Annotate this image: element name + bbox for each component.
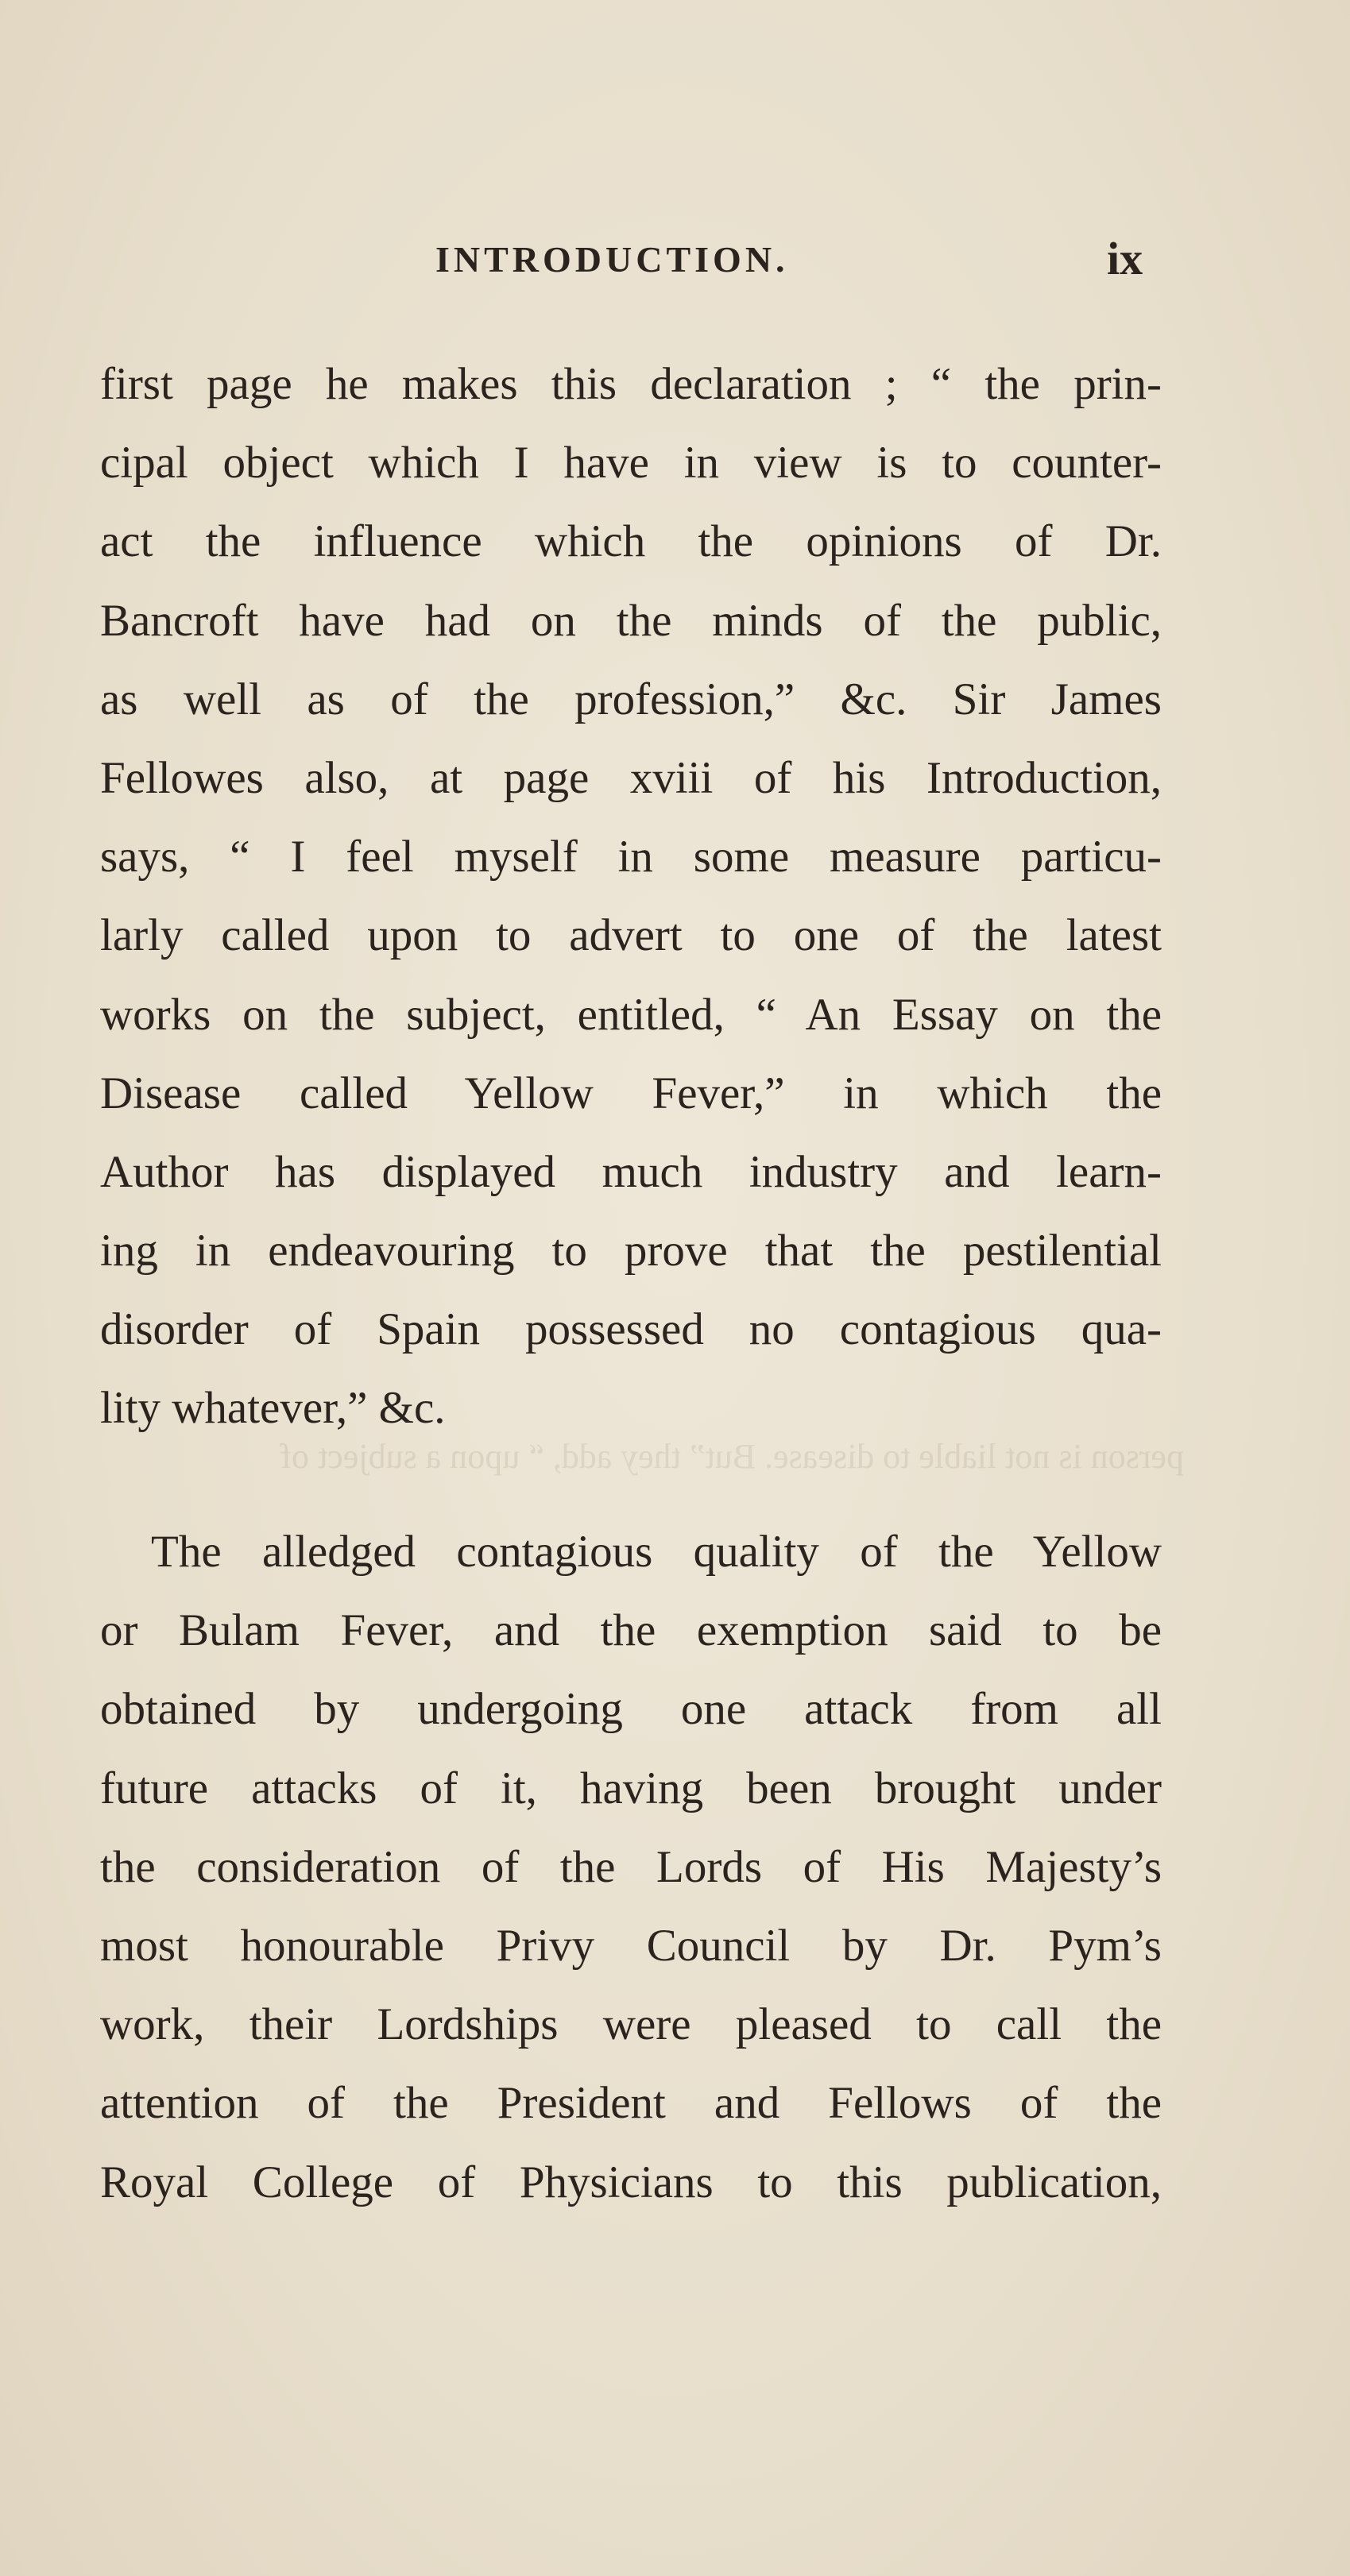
- text-line: or Bulam Fever, and the exemption said to be: [100, 1605, 1162, 1656]
- text-line: Royal College of Physicians to this publication,: [100, 2157, 1162, 2207]
- text-line: Fellowes also, at page xviii of his Introduction,: [100, 752, 1162, 803]
- text-line: Bancroft have had on the minds of the public,: [100, 595, 1162, 646]
- text-line: The alledged contagious quality of the Yellow: [151, 1527, 1162, 1577]
- page-number: ix: [1107, 233, 1143, 284]
- text-line: larly called upon to advert to one of the latest: [100, 910, 1162, 961]
- page-header: [0, 232, 1350, 295]
- text-line: ing in endeavouring to prove that the pestilential: [100, 1226, 1162, 1276]
- text-line: work, their Lordships were pleased to call the: [100, 1999, 1162, 2050]
- text-line: says, “ I feel myself in some measure particu-: [100, 832, 1162, 882]
- text-line: most honourable Privy Council by Dr. Pym’s: [100, 1920, 1162, 1971]
- text-line: act the influence which the opinions of Dr.: [100, 516, 1162, 567]
- text-line: the consideration of the Lords of His Majesty’s: [100, 1841, 1162, 1892]
- paragraph-2: [100, 1512, 1162, 2222]
- paragraph-1: [100, 345, 1162, 1448]
- text-line: attention of the President and Fellows of the: [100, 2078, 1162, 2129]
- text-line: as well as of the profession,” &c. Sir James: [100, 674, 1162, 724]
- text-line: cipal object which I have in view is to counter-: [100, 438, 1162, 489]
- show-through-text: person is not liable to disease. But” they add, “ upon a subject of: [280, 1437, 1184, 1476]
- text-line: Disease called Yellow Fever,” in which the: [100, 1068, 1162, 1118]
- text-line: Author has displayed much industry and learn-: [100, 1146, 1162, 1197]
- text-line: disorder of Spain possessed no contagious qua-: [100, 1304, 1162, 1355]
- text-line: obtained by undergoing one attack from all: [100, 1684, 1162, 1735]
- text-line: first page he makes this declaration ; “ the prin-: [100, 359, 1162, 409]
- text-line: works on the subject, entitled, “ An Essay on the: [100, 989, 1162, 1040]
- text-line: future attacks of it, having been brought under: [100, 1763, 1162, 1813]
- text-line: lity whatever,” &c.: [100, 1383, 446, 1434]
- running-head: INTRODUCTION.: [435, 239, 789, 280]
